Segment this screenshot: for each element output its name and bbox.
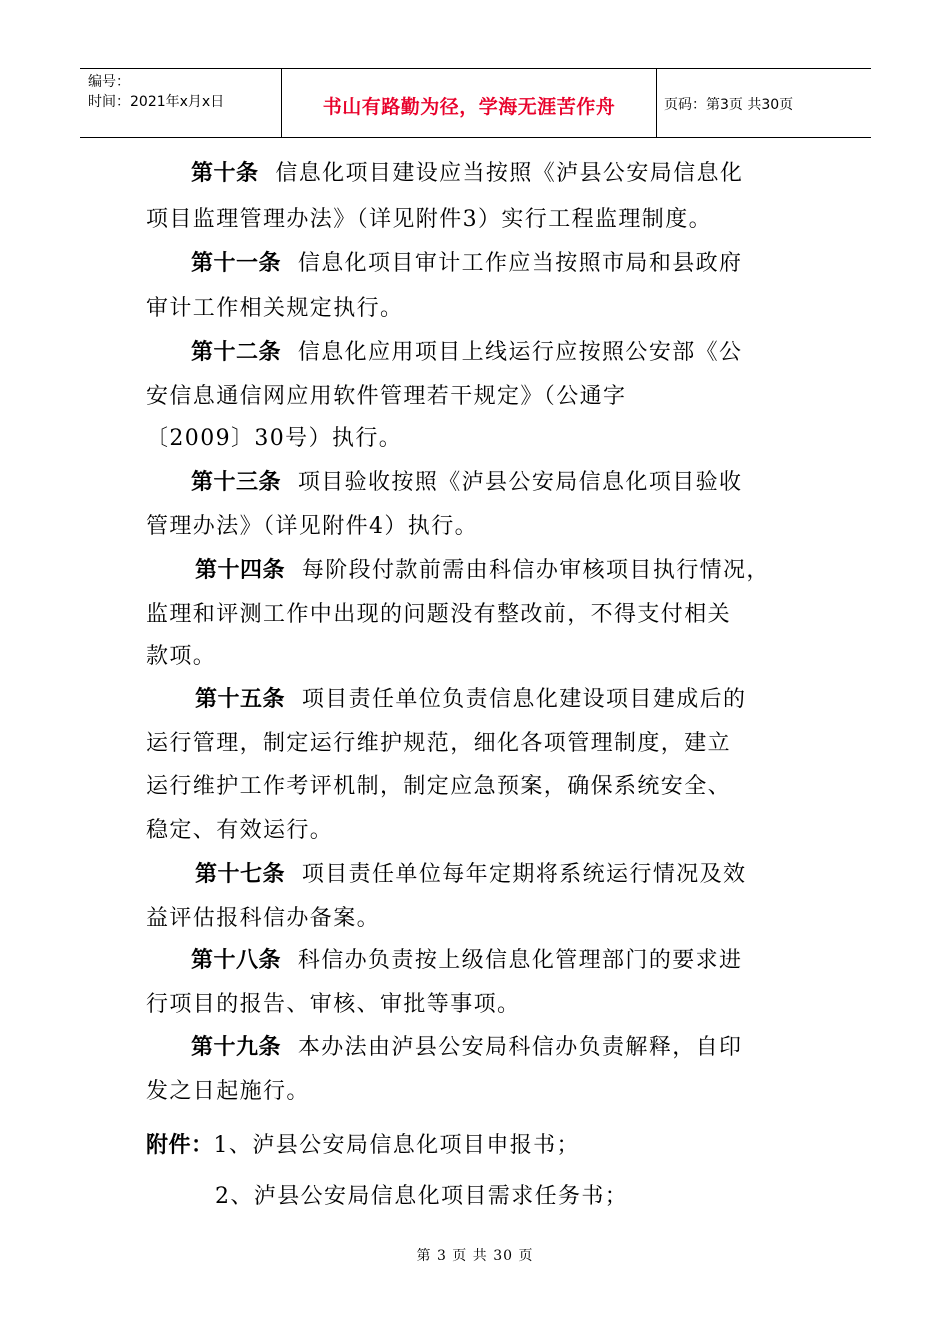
number-label: 编号：: [88, 74, 130, 90]
article-11-line-2: 审计工作相关规定执行。: [146, 296, 404, 321]
attachments-label: 附件：: [146, 1133, 214, 1158]
article-text: 项目责任单位每年定期将系统运行情况及效: [301, 862, 747, 887]
article-title: 第十七条: [195, 862, 286, 887]
article-12-line-3: 〔2009〕30号）执行。: [146, 426, 403, 451]
article-10-line-1: [191, 160, 743, 188]
motto: 书山有路勤为径，学海无涯苦作舟: [322, 96, 616, 118]
article-text: 项目验收按照《泸县公安局信息化项目验收: [297, 470, 743, 495]
page-info: 页码：第3页 共30页: [664, 97, 794, 113]
article-text: 科信办负责按上级信息化管理部门的要求进: [297, 948, 743, 973]
article-15-line-2: 运行管理，制定运行维护规范，细化各项管理制度，建立: [146, 731, 732, 756]
article-18-line-1: [191, 947, 742, 975]
article-15-line-1: [195, 686, 746, 714]
article-11-line-1: [191, 250, 742, 278]
time-label: 时间：2021年x月x日: [88, 94, 225, 110]
article-12-line-2: 安信息通信网应用软件管理若干规定》（公通字: [146, 384, 627, 409]
article-title: 第十二条: [191, 340, 282, 365]
article-text: 信息化项目建设应当按照《泸县公安局信息化: [275, 161, 744, 186]
article-17-line-1: [195, 861, 746, 889]
header-meta-cell: [80, 69, 282, 137]
article-13-line-2: 管理办法》（详见附件4）执行。: [146, 514, 478, 539]
article-17-line-2: 益评估报科信办备案。: [146, 906, 381, 931]
header-motto-cell: [282, 69, 657, 137]
article-15-line-3: 运行维护工作考评机制，制定应急预案，确保系统安全、: [146, 774, 732, 799]
article-title: 第十三条: [191, 470, 282, 495]
article-18-line-2: 行项目的报告、审核、审批等事项。: [146, 992, 521, 1017]
attachment-item: 2、泸县公安局信息化项目需求任务书；: [215, 1184, 629, 1209]
article-14-line-1: [195, 557, 770, 585]
attachment-item: 1、泸县公安局信息化项目申报书；: [213, 1133, 580, 1158]
document-header: [80, 68, 871, 138]
article-19-line-2: 发之日起施行。: [146, 1079, 310, 1104]
article-15-line-4: 稳定、有效运行。: [146, 818, 334, 843]
article-12-line-1: [191, 339, 742, 367]
article-text: 每阶段付款前需由科信办审核项目执行情况，: [301, 558, 770, 583]
article-text: 信息化项目审计工作应当按照市局和县政府: [297, 251, 743, 276]
article-title: 第十条: [191, 161, 259, 186]
header-page-cell: [657, 69, 871, 137]
article-title: 第十一条: [191, 251, 282, 276]
article-13-line-1: [191, 469, 742, 497]
article-19-line-1: [191, 1034, 742, 1062]
article-title: 第十四条: [195, 558, 286, 583]
page-footer: 第 3 页 共 30 页: [416, 1248, 534, 1264]
article-14-line-3: 款项。: [146, 644, 217, 669]
article-title: 第十五条: [195, 687, 286, 712]
article-text: 项目责任单位负责信息化建设项目建成后的: [301, 687, 747, 712]
article-title: 第十九条: [191, 1035, 282, 1060]
article-10-line-2: 项目监理管理办法》（详见附件3）实行工程监理制度。: [146, 207, 712, 232]
article-title: 第十八条: [191, 948, 282, 973]
article-text: 信息化应用项目上线运行应按照公安部《公: [297, 340, 743, 365]
attachments-line-1: [146, 1132, 580, 1160]
article-text: 本办法由泸县公安局科信办负责解释，自印: [297, 1035, 743, 1060]
article-14-line-2: 监理和评测工作中出现的问题没有整改前，不得支付相关: [146, 602, 732, 627]
